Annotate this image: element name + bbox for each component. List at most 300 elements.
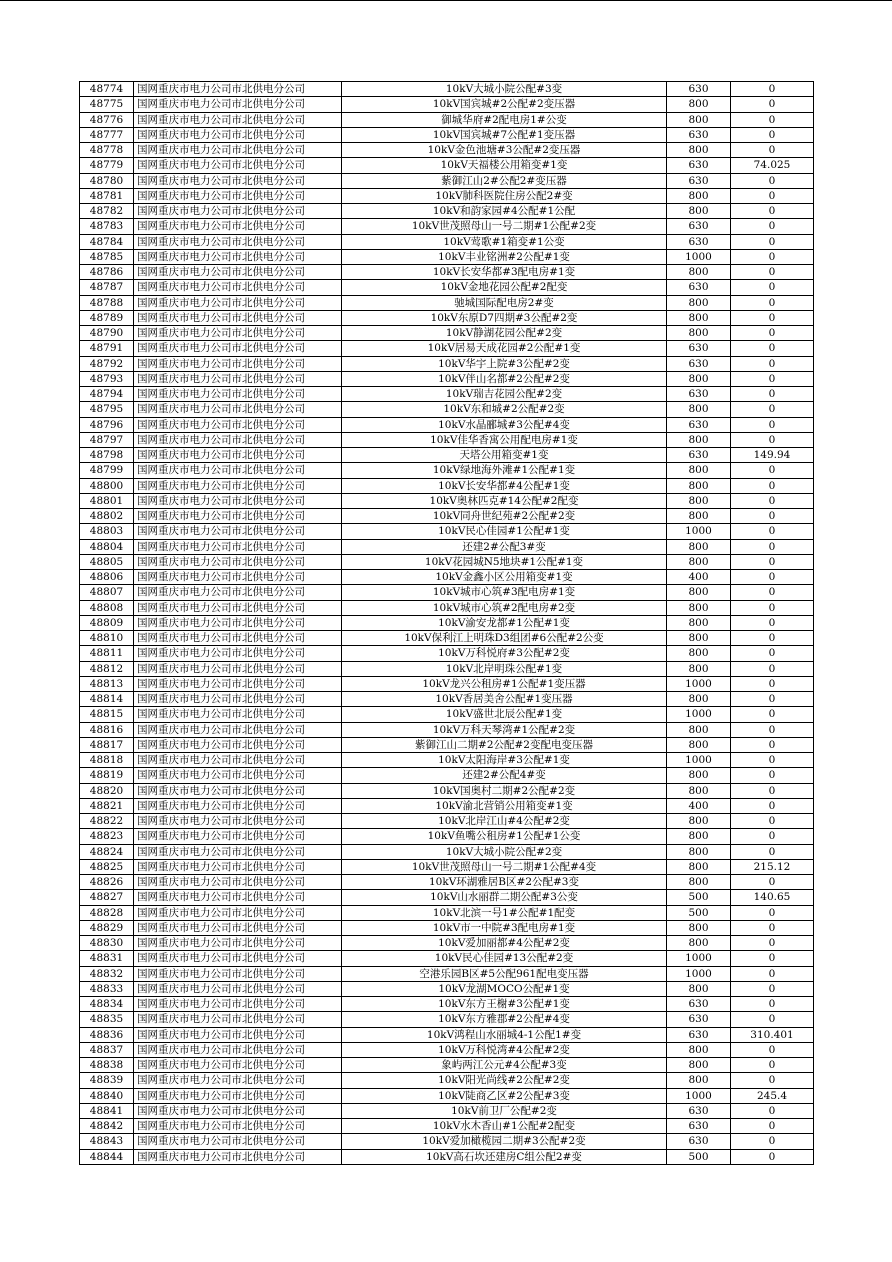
row-id-cell: 48776 [80,112,134,127]
table-row [80,326,814,341]
company-cell: 国网重庆市电力公司市北供电分公司 [134,890,342,905]
value-cell: 0 [731,981,814,996]
value-cell: 0 [731,1012,814,1027]
transformer-name-cell: 10kV万科悦府#3公配#2变 [342,646,667,661]
value-cell: 0 [731,82,814,97]
table-row [80,737,814,752]
company-cell: 国网重庆市电力公司市北供电分公司 [134,356,342,371]
table-row [80,448,814,463]
value-cell: 0 [731,143,814,158]
capacity-cell: 800 [667,692,731,707]
capacity-cell: 800 [667,1073,731,1088]
value-cell: 0 [731,1073,814,1088]
row-id-cell: 48836 [80,1027,134,1042]
transformer-name-cell: 还建2#公配4#变 [342,768,667,783]
row-id-cell: 48823 [80,829,134,844]
capacity-cell: 800 [667,844,731,859]
capacity-cell: 800 [667,936,731,951]
transformer-name-cell: 10kV北岸江山#4公配#2变 [342,814,667,829]
value-cell: 0 [731,707,814,722]
capacity-cell: 1000 [667,524,731,539]
table-row [80,295,814,310]
row-id-cell: 48826 [80,875,134,890]
transformer-name-cell: 还建2#公配3#变 [342,539,667,554]
value-cell: 0 [731,295,814,310]
table-row [80,997,814,1012]
table-row [80,875,814,890]
capacity-cell: 630 [667,1134,731,1149]
row-id-cell: 48783 [80,219,134,234]
value-cell: 0 [731,768,814,783]
transformer-name-cell: 10kV万科天琴湾#1公配#2变 [342,722,667,737]
transformer-name-cell: 10kV肺科医院住房公配2#变 [342,188,667,203]
transformer-name-cell: 10kV东原D7四期#3公配#2变 [342,310,667,325]
value-cell: 0 [731,722,814,737]
company-cell: 国网重庆市电力公司市北供电分公司 [134,143,342,158]
transformer-name-cell: 10kV东和城#2公配#2变 [342,402,667,417]
value-cell: 0 [731,341,814,356]
capacity-cell: 800 [667,509,731,524]
row-id-cell: 48812 [80,661,134,676]
company-cell: 国网重庆市电力公司市北供电分公司 [134,692,342,707]
row-id-cell: 48807 [80,585,134,600]
company-cell: 国网重庆市电力公司市北供电分公司 [134,524,342,539]
value-cell: 0 [731,829,814,844]
capacity-cell: 800 [667,97,731,112]
transformer-name-cell: 10kV北滨一号1#公配#1配变 [342,905,667,920]
company-cell: 国网重庆市电力公司市北供电分公司 [134,920,342,935]
company-cell: 国网重庆市电力公司市北供电分公司 [134,661,342,676]
capacity-cell: 630 [667,219,731,234]
row-id-cell: 48805 [80,554,134,569]
row-id-cell: 48816 [80,722,134,737]
value-cell: 0 [731,173,814,188]
company-cell: 国网重庆市电力公司市北供电分公司 [134,631,342,646]
transformer-name-cell: 10kV国宾城#7公配#1变压器 [342,127,667,142]
transformer-name-cell: 10kV民心佳园#1公配#1变 [342,524,667,539]
company-cell: 国网重庆市电力公司市北供电分公司 [134,1149,342,1164]
table-row [80,341,814,356]
table-row [80,768,814,783]
row-id-cell: 48829 [80,920,134,935]
row-id-cell: 48803 [80,524,134,539]
table-row [80,387,814,402]
transformer-name-cell: 10kV长安华都#4公配#1变 [342,478,667,493]
transformer-name-cell: 10kV金鑫小区公用箱变#1变 [342,570,667,585]
row-id-cell: 48837 [80,1042,134,1057]
value-cell: 149.94 [731,448,814,463]
transformer-name-cell: 10kV爱加丽都#4公配#2变 [342,936,667,951]
row-id-cell: 48787 [80,280,134,295]
transformer-name-cell: 10kV太阳海岸#3公配#1变 [342,753,667,768]
company-cell: 国网重庆市电力公司市北供电分公司 [134,387,342,402]
capacity-cell: 630 [667,387,731,402]
value-cell: 0 [731,646,814,661]
company-cell: 国网重庆市电力公司市北供电分公司 [134,707,342,722]
value-cell: 0 [731,234,814,249]
company-cell: 国网重庆市电力公司市北供电分公司 [134,1103,342,1118]
table-row [80,265,814,280]
table-row [80,814,814,829]
value-cell: 215.12 [731,859,814,874]
company-cell: 国网重庆市电力公司市北供电分公司 [134,646,342,661]
row-id-cell: 48817 [80,737,134,752]
capacity-cell: 800 [667,585,731,600]
transformer-name-cell: 10kV民心佳园#13公配#2变 [342,951,667,966]
capacity-cell: 800 [667,1042,731,1057]
company-cell: 国网重庆市电力公司市北供电分公司 [134,371,342,386]
row-id-cell: 48784 [80,234,134,249]
value-cell: 0 [731,432,814,447]
capacity-cell: 800 [667,661,731,676]
value-cell: 0 [731,524,814,539]
capacity-cell: 800 [667,875,731,890]
transformer-name-cell: 10kV陡商乙区#2公配#3变 [342,1088,667,1103]
table-row [80,707,814,722]
transformer-name-cell: 10kV静湖花园公配#2变 [342,326,667,341]
row-id-cell: 48819 [80,768,134,783]
capacity-cell: 800 [667,859,731,874]
transformer-name-cell: 10kV国宾城#2公配#2变压器 [342,97,667,112]
table-row [80,280,814,295]
company-cell: 国网重庆市电力公司市北供电分公司 [134,1134,342,1149]
company-cell: 国网重庆市电力公司市北供电分公司 [134,478,342,493]
capacity-cell: 1000 [667,707,731,722]
capacity-cell: 500 [667,1149,731,1164]
transformer-name-cell: 10kV渝北营销公用箱变#1变 [342,798,667,813]
company-cell: 国网重庆市电力公司市北供电分公司 [134,112,342,127]
capacity-cell: 1000 [667,676,731,691]
capacity-cell: 400 [667,570,731,585]
value-cell: 0 [731,463,814,478]
transformer-name-cell: 10kV瑞吉花园公配#2变 [342,387,667,402]
table-row [80,981,814,996]
value-cell: 0 [731,1103,814,1118]
table-row [80,249,814,264]
transformer-name-cell: 10kV城市心筑#2配电房#2变 [342,600,667,615]
company-cell: 国网重庆市电力公司市北供电分公司 [134,997,342,1012]
table-row [80,371,814,386]
capacity-cell: 800 [667,1058,731,1073]
row-id-cell: 48798 [80,448,134,463]
company-cell: 国网重庆市电力公司市北供电分公司 [134,326,342,341]
value-cell: 0 [731,539,814,554]
row-id-cell: 48780 [80,173,134,188]
table-row [80,722,814,737]
transformer-name-cell: 10kV天福楼公用箱变#1变 [342,158,667,173]
table-row [80,585,814,600]
row-id-cell: 48808 [80,600,134,615]
capacity-cell: 800 [667,310,731,325]
row-id-cell: 48781 [80,188,134,203]
value-cell: 0 [731,905,814,920]
transformer-name-cell: 10kV同舟世纪苑#2公配#2变 [342,509,667,524]
transformer-name-cell: 紫御江山2#公配2#变压器 [342,173,667,188]
capacity-cell: 800 [667,326,731,341]
page-top-rule [0,0,892,1]
company-cell: 国网重庆市电力公司市北供电分公司 [134,265,342,280]
transformer-name-cell: 10kV绿地海外滩#1公配#1变 [342,463,667,478]
table-row [80,890,814,905]
table-row [80,1103,814,1118]
company-cell: 国网重庆市电力公司市北供电分公司 [134,966,342,981]
table-row [80,676,814,691]
table-row [80,661,814,676]
table-row [80,112,814,127]
company-cell: 国网重庆市电力公司市北供电分公司 [134,600,342,615]
row-id-cell: 48789 [80,310,134,325]
row-id-cell: 48804 [80,539,134,554]
capacity-cell: 630 [667,417,731,432]
table-row [80,356,814,371]
company-cell: 国网重庆市电力公司市北供电分公司 [134,753,342,768]
value-cell: 0 [731,570,814,585]
company-cell: 国网重庆市电力公司市北供电分公司 [134,158,342,173]
capacity-cell: 400 [667,798,731,813]
row-id-cell: 48824 [80,844,134,859]
transformer-name-cell: 10kV香居美舍公配#1变压器 [342,692,667,707]
capacity-cell: 800 [667,722,731,737]
company-cell: 国网重庆市电力公司市北供电分公司 [134,234,342,249]
table-row [80,1012,814,1027]
transformer-name-cell: 10kV和韵家园#4公配#1公配 [342,204,667,219]
transformer-name-cell: 10kV居易天成花园#2公配#1变 [342,341,667,356]
transformer-name-cell: 10kV北岸明珠公配#1变 [342,661,667,676]
row-id-cell: 48844 [80,1149,134,1164]
transformer-name-cell: 10kV长安华都#3配电房#1变 [342,265,667,280]
company-cell: 国网重庆市电力公司市北供电分公司 [134,1042,342,1057]
table-row [80,753,814,768]
row-id-cell: 48796 [80,417,134,432]
transformer-name-cell: 10kV爱加橄榄园二期#3公配#2变 [342,1134,667,1149]
table-row [80,951,814,966]
transformer-name-cell: 10kV高石坎还建房C组公配2#变 [342,1149,667,1164]
company-cell: 国网重庆市电力公司市北供电分公司 [134,417,342,432]
transformer-name-cell: 10kV国奥村二期#2公配#2变 [342,783,667,798]
value-cell: 0 [731,600,814,615]
transformer-name-cell: 10kV龙兴公租房#1公配#1变压器 [342,676,667,691]
capacity-cell: 800 [667,493,731,508]
value-cell: 74.025 [731,158,814,173]
table-row [80,478,814,493]
company-cell: 国网重庆市电力公司市北供电分公司 [134,310,342,325]
company-cell: 国网重庆市电力公司市北供电分公司 [134,585,342,600]
table-row [80,82,814,97]
table-row [80,966,814,981]
company-cell: 国网重庆市电力公司市北供电分公司 [134,1058,342,1073]
capacity-cell: 630 [667,356,731,371]
transformer-name-cell: 10kV大城小院公配#2变 [342,844,667,859]
table-row [80,600,814,615]
transformer-name-cell: 10kV鱼嘴公租房#1公配#1公变 [342,829,667,844]
transformer-name-cell: 10kV水木香山#1公配#2配变 [342,1119,667,1134]
company-cell: 国网重庆市电力公司市北供电分公司 [134,219,342,234]
transformer-name-cell: 10kV前卫厂公配#2变 [342,1103,667,1118]
row-id-cell: 48788 [80,295,134,310]
row-id-cell: 48785 [80,249,134,264]
row-id-cell: 48835 [80,1012,134,1027]
company-cell: 国网重庆市电力公司市北供电分公司 [134,844,342,859]
capacity-cell: 800 [667,463,731,478]
table-row [80,463,814,478]
table-row [80,509,814,524]
row-id-cell: 48779 [80,158,134,173]
transformer-name-cell: 驰城国际配电房2#变 [342,295,667,310]
table-row [80,554,814,569]
value-cell: 140.65 [731,890,814,905]
table-row [80,539,814,554]
company-cell: 国网重庆市电力公司市北供电分公司 [134,859,342,874]
company-cell: 国网重庆市电力公司市北供电分公司 [134,173,342,188]
transformer-name-cell: 10kV山水丽群二期公配#3公变 [342,890,667,905]
value-cell: 0 [731,814,814,829]
table-body [80,82,814,1165]
transformer-name-cell: 象屿两江公元#4公配#3变 [342,1058,667,1073]
row-id-cell: 48833 [80,981,134,996]
value-cell: 0 [731,280,814,295]
row-id-cell: 48810 [80,631,134,646]
transformer-name-cell: 10kV鸿程山水丽城4-1公配1#变 [342,1027,667,1042]
transformer-name-cell: 10kV东方雅郡#2公配#4变 [342,1012,667,1027]
value-cell: 0 [731,844,814,859]
table-row [80,1134,814,1149]
value-cell: 0 [731,188,814,203]
table-row [80,234,814,249]
capacity-cell: 800 [667,188,731,203]
company-cell: 国网重庆市电力公司市北供电分公司 [134,448,342,463]
company-cell: 国网重庆市电力公司市北供电分公司 [134,204,342,219]
value-cell: 0 [731,798,814,813]
capacity-cell: 630 [667,1103,731,1118]
company-cell: 国网重庆市电力公司市北供电分公司 [134,280,342,295]
value-cell: 0 [731,127,814,142]
row-id-cell: 48795 [80,402,134,417]
company-cell: 国网重庆市电力公司市北供电分公司 [134,341,342,356]
company-cell: 国网重庆市电力公司市北供电分公司 [134,798,342,813]
value-cell: 0 [731,951,814,966]
transformer-name-cell: 10kV保利江上明珠D3组团#6公配#2公变 [342,631,667,646]
table-row [80,798,814,813]
row-id-cell: 48791 [80,341,134,356]
capacity-cell: 800 [667,615,731,630]
row-id-cell: 48839 [80,1073,134,1088]
company-cell: 国网重庆市电力公司市北供电分公司 [134,570,342,585]
transformer-name-cell: 10kV世茂照母山一号二期#1公配#2变 [342,219,667,234]
value-cell: 0 [731,753,814,768]
row-id-cell: 48832 [80,966,134,981]
company-cell: 国网重庆市电力公司市北供电分公司 [134,402,342,417]
transformer-name-cell: 10kV金地花园公配#2配变 [342,280,667,295]
row-id-cell: 48843 [80,1134,134,1149]
company-cell: 国网重庆市电力公司市北供电分公司 [134,936,342,951]
capacity-cell: 800 [667,478,731,493]
capacity-cell: 630 [667,448,731,463]
transformer-name-cell: 紫御江山二期#2公配#2变配电变压器 [342,737,667,752]
transformer-name-cell: 10kV莺歌#1箱变#1公变 [342,234,667,249]
transformer-name-cell: 10kV渝安龙都#1公配#1变 [342,615,667,630]
table-row [80,1119,814,1134]
company-cell: 国网重庆市电力公司市北供电分公司 [134,493,342,508]
table-row [80,1073,814,1088]
value-cell: 0 [731,997,814,1012]
table-row [80,1027,814,1042]
value-cell: 0 [731,1119,814,1134]
table-row [80,97,814,112]
capacity-cell: 800 [667,829,731,844]
transformer-name-cell: 10kV大城小院公配#3变 [342,82,667,97]
company-cell: 国网重庆市电力公司市北供电分公司 [134,783,342,798]
row-id-cell: 48820 [80,783,134,798]
value-cell: 0 [731,249,814,264]
company-cell: 国网重庆市电力公司市北供电分公司 [134,1073,342,1088]
company-cell: 国网重庆市电力公司市北供电分公司 [134,1012,342,1027]
row-id-cell: 48806 [80,570,134,585]
row-id-cell: 48838 [80,1058,134,1073]
table-row [80,310,814,325]
transformer-name-cell: 10kV市一中院#3配电房#1变 [342,920,667,935]
transformer-name-cell: 10kV水晶郦城#3公配#4变 [342,417,667,432]
company-cell: 国网重庆市电力公司市北供电分公司 [134,737,342,752]
table-row [80,127,814,142]
transformer-name-cell: 空港乐园B区#5公配961配电变压器 [342,966,667,981]
table-row [80,1149,814,1164]
table-row [80,859,814,874]
transformer-name-cell: 10kV丰业铭洲#2公配#1变 [342,249,667,264]
capacity-cell: 1000 [667,966,731,981]
company-cell: 国网重庆市电力公司市北供电分公司 [134,554,342,569]
company-cell: 国网重庆市电力公司市北供电分公司 [134,951,342,966]
value-cell: 0 [731,737,814,752]
capacity-cell: 1000 [667,951,731,966]
company-cell: 国网重庆市电力公司市北供电分公司 [134,814,342,829]
row-id-cell: 48794 [80,387,134,402]
value-cell: 0 [731,676,814,691]
capacity-cell: 630 [667,234,731,249]
row-id-cell: 48830 [80,936,134,951]
transformer-name-cell: 10kV花园城N5地块#1公配#1变 [342,554,667,569]
row-id-cell: 48809 [80,615,134,630]
transformer-name-cell: 10kV伴山名都#2公配#2变 [342,371,667,386]
value-cell: 0 [731,966,814,981]
company-cell: 国网重庆市电力公司市北供电分公司 [134,127,342,142]
company-cell: 国网重庆市电力公司市北供电分公司 [134,829,342,844]
capacity-cell: 800 [667,646,731,661]
table-row [80,204,814,219]
company-cell: 国网重庆市电力公司市北供电分公司 [134,768,342,783]
value-cell: 0 [731,478,814,493]
company-cell: 国网重庆市电力公司市北供电分公司 [134,1027,342,1042]
capacity-cell: 630 [667,127,731,142]
value-cell: 0 [731,631,814,646]
transformer-name-cell: 10kV东方王榭#3公配#1变 [342,997,667,1012]
row-id-cell: 48778 [80,143,134,158]
row-id-cell: 48802 [80,509,134,524]
capacity-cell: 800 [667,554,731,569]
company-cell: 国网重庆市电力公司市北供电分公司 [134,509,342,524]
value-cell: 0 [731,1042,814,1057]
table-row [80,631,814,646]
value-cell: 0 [731,692,814,707]
capacity-cell: 630 [667,1119,731,1134]
table-row [80,1042,814,1057]
capacity-cell: 630 [667,341,731,356]
company-cell: 国网重庆市电力公司市北供电分公司 [134,615,342,630]
value-cell: 310.401 [731,1027,814,1042]
company-cell: 国网重庆市电力公司市北供电分公司 [134,905,342,920]
row-id-cell: 48834 [80,997,134,1012]
value-cell: 0 [731,219,814,234]
capacity-cell: 800 [667,265,731,280]
